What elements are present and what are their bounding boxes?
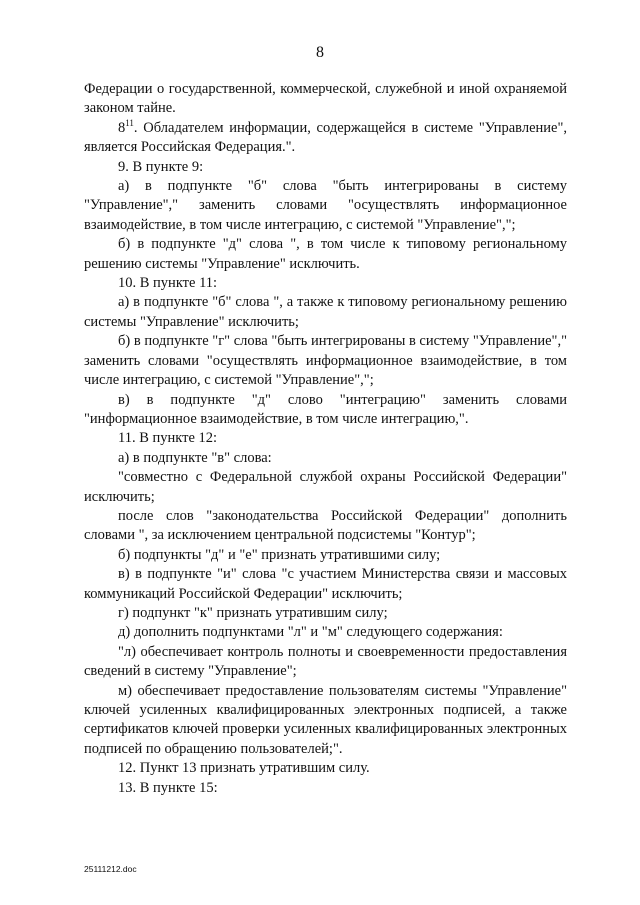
paragraph: Федерации о государственной, коммерческой, служебной и иной охраняемой законом тайне.	[84, 81, 567, 117]
paragraph: 11. В пункте 12:	[118, 430, 218, 447]
paragraph: б) в подпункте "г" слова "быть интегрированы в систему "Управление"," заменить словами "осуществлять информационное взаимодействие, в том числе интеграцию, с системой "Управление",";	[84, 333, 567, 389]
paragraph: в) в подпункте "и" слова "с участием Министерства связи и массовых коммуникаций Российской Федерации" исключить;	[84, 566, 567, 602]
paragraph: б) подпункты "д" и "е" признать утратившими силу;	[118, 546, 441, 563]
item-number: 8	[118, 119, 126, 136]
paragraph: $8^{11}$. Обладателем информации, содержащейся в системе "Управление", является Российская Федерация.".	[84, 117, 568, 156]
item-number-superscript: 11	[125, 117, 134, 128]
paragraph: д) дополнить подпунктами "л" и "м" следующего содержания:	[118, 624, 503, 641]
paragraph: 10. В пункте 11:	[118, 275, 218, 292]
paragraph: г) подпункт "к" признать утратившим силу;	[118, 604, 388, 621]
paragraph: "совместно с Федеральной службой охраны Российской Федерации" исключить;	[84, 469, 567, 505]
paragraph: в) в подпункте "д" слово "интеграцию" заменить словами "информационное взаимодействие, в том числе интеграцию,".	[84, 391, 567, 427]
paragraph: а) в подпункте "б" слова "быть интегрированы в систему "Управление"," заменить словами "осуществлять информационное взаимодействие, в том числе интеграцию, с системой "Управление",";	[84, 178, 567, 233]
paragraph: "л) обеспечивает контроль полноты и своевременности предоставления сведений в систему "Управление";	[84, 643, 567, 680]
document-body	[84, 80, 567, 798]
file-name-footer: 25111212.doc	[84, 864, 137, 874]
page-number: 8	[316, 44, 324, 61]
paragraph: б) в подпункте "д" слова ", в том числе к типовому региональному решению системы "Управление" исключить.	[84, 236, 567, 272]
paragraph: 13. В пункте 15:	[118, 779, 218, 796]
paragraph: а) в подпункте "б" слова ", а также к типовому региональному решению системы "Управление" исключить;	[84, 294, 567, 330]
paragraph: 12. Пункт 13 признать утратившим силу.	[118, 760, 370, 777]
paragraph: 9. В пункте 9:	[118, 158, 204, 175]
paragraph: а) в подпункте "в" слова:	[118, 449, 272, 466]
paragraph: м) обеспечивает предоставление пользователям системы "Управление" ключей усиленных квалифицированных электронных подписей, а также сертификатов ключей проверки усиленных квалифицированных электронных подписей по обращению пользователей;".	[84, 682, 567, 757]
paragraph-text: Обладателем информации, содержащейся в системе "Управление", является Российская Федерация.".	[84, 119, 568, 156]
paragraph: после слов "законодательства Российской Федерации" дополнить словами ", за исключением центральной подсистемы "Контур";	[84, 507, 567, 544]
